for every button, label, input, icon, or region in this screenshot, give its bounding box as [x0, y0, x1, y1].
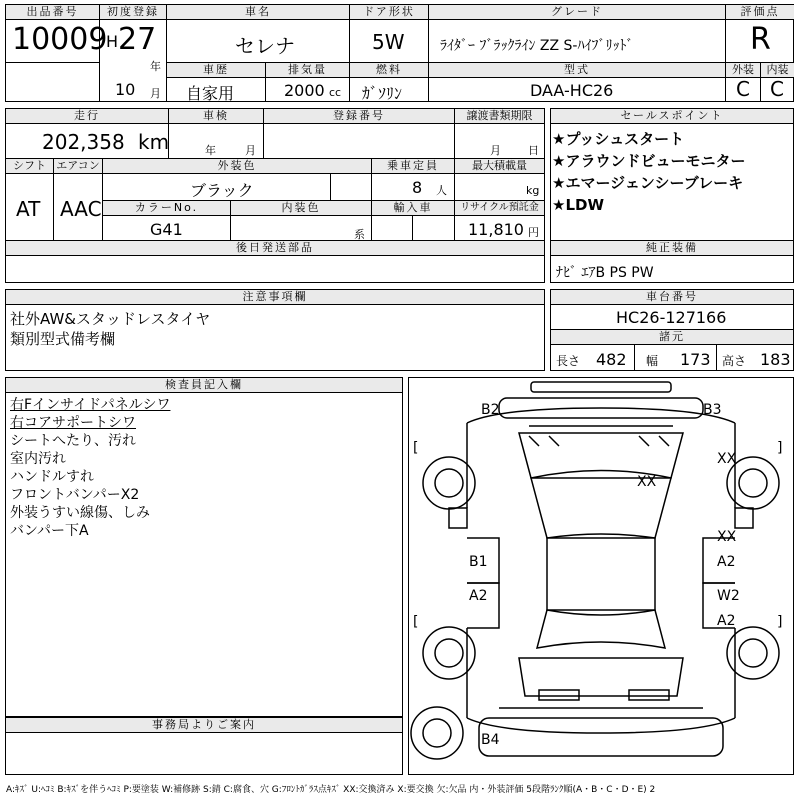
int-grade: C	[770, 77, 784, 101]
door-type: 5W	[372, 30, 405, 54]
capacity-unit: 人	[436, 184, 447, 197]
history-label: 車歴	[167, 63, 265, 78]
width: 173	[680, 350, 711, 369]
sales-point: ★エマージェンシーブレーキ	[552, 174, 744, 192]
year-unit: 年	[150, 60, 161, 73]
mileage-label: 走行	[6, 109, 168, 124]
footer-legend: A:ｷｽﾞ U:ﾍｺﾐ B:ｷｽﾞを伴うﾍｺﾐ P:要塗装 W:補修跡 S:錆 C:腐食、穴 G:ﾌﾛﾝﾄｶﾞﾗｽ点ｷｽﾞ XX:交換済み X:要交換 欠:欠品 内・外装評価 5段階ﾗﾝｸ順(A・B・C・D・E) 2	[6, 785, 656, 795]
inspector-note: フロントバンパーX2	[10, 487, 140, 503]
label-xx-rr: XX	[717, 529, 737, 545]
color-no: G41	[150, 220, 183, 239]
sales-points-label: セールスポイント	[551, 109, 793, 124]
label-a2-lf: A2	[469, 588, 488, 604]
inspector-label: 検査員記入欄	[6, 378, 402, 393]
grade-label: グレード	[429, 5, 725, 20]
model-code: DAA-HC26	[530, 81, 614, 100]
fuel: ｶﾞｿﾘﾝ	[362, 84, 403, 103]
length-label: 長さ	[556, 354, 581, 368]
inspection-label: 車検	[169, 109, 263, 124]
caution-line: 類別型式備考欄	[10, 330, 116, 348]
mileage: 202,358	[42, 130, 125, 154]
ac: AAC	[60, 197, 102, 221]
label-a2-rr: A2	[717, 613, 736, 629]
era: H	[106, 32, 119, 51]
shift-label: シフト	[6, 159, 53, 174]
height: 183	[760, 350, 791, 369]
reg-label: 登録番号	[264, 109, 454, 124]
car-diagram	[409, 378, 793, 774]
shift: AT	[16, 197, 41, 221]
model-label: 型式	[429, 63, 725, 78]
label-b2: B2	[481, 402, 500, 418]
inspector-note: ハンドルすれ	[10, 469, 94, 485]
ext-label: 外装	[726, 63, 760, 78]
office-label: 事務局よりご案内	[6, 718, 402, 733]
car-name-label: 車名	[167, 5, 349, 20]
inspector-note: 室内汚れ	[10, 451, 66, 467]
inspector-note: シートへたり、汚れ	[10, 433, 136, 449]
recycle-fee: 11,810	[468, 220, 524, 239]
first-reg-label: 初度登録	[100, 5, 166, 20]
inspector-note: バンパー下A	[10, 523, 89, 539]
transfer-day: 日	[528, 144, 539, 157]
fuel-label: 燃料	[350, 63, 428, 78]
score-label: 評価点	[726, 5, 794, 20]
grade: ﾗｲﾀﾞｰ ﾌﾞﾗｯｸﾗｲﾝ ZZ S-ﾊｲﾌﾞﾘｯﾄﾞ	[440, 38, 634, 54]
recycle-label: リサイクル預託金	[455, 201, 544, 216]
length: 482	[596, 350, 627, 369]
equipment-value: ﾅﾋﾞ ｴｱB PS PW	[556, 265, 654, 281]
ext-color: ブラック	[190, 181, 254, 200]
inspector-note: 右Fインサイドパネルシワ	[10, 397, 171, 413]
history: 自家用	[186, 84, 235, 103]
transfer-month: 月	[490, 144, 501, 157]
int-color-unit: 系	[354, 228, 365, 241]
int-label: 内装	[761, 63, 794, 78]
sales-point: ★アラウンドビューモニター	[552, 152, 746, 170]
disp-label: 排気量	[266, 63, 349, 78]
score: R	[750, 22, 771, 57]
parts-label: 後日発送部品	[6, 241, 544, 256]
month-unit: 月	[150, 87, 161, 100]
label-b4: B4	[481, 732, 500, 748]
capacity-label: 乗車定員	[372, 159, 454, 174]
door-label: ドア形状	[350, 5, 428, 20]
capacity: 8	[412, 178, 423, 197]
height-label: 高さ	[722, 354, 747, 368]
transfer-label: 譲渡書類期限	[455, 109, 544, 124]
width-label: 幅	[646, 354, 659, 368]
ext-grade: C	[736, 77, 750, 101]
label-b1: B1	[469, 554, 488, 570]
label-xx-rf: XX	[717, 451, 737, 467]
inspection-month: 月	[245, 144, 256, 157]
label-xx-roof: XX	[637, 474, 657, 490]
bracket-right: ]	[777, 614, 783, 630]
lot-number: 10009	[12, 22, 108, 57]
recycle-unit: 円	[528, 226, 539, 239]
color-no-label: カラーNo.	[103, 201, 230, 216]
label-a2-lr: A2	[717, 554, 736, 570]
caution-line: 社外AW&スタッドレスタイヤ	[10, 310, 211, 328]
int-color-label: 内装色	[231, 201, 371, 216]
first-reg-year: 27	[118, 22, 157, 57]
label-b3: B3	[703, 402, 722, 418]
inspector-note: 外装うすい線傷、しみ	[10, 505, 150, 521]
bracket-right: ]	[777, 440, 783, 456]
disp-unit: cc	[329, 86, 342, 99]
ac-label: エアコン	[54, 159, 102, 174]
load-label: 最大積載量	[455, 159, 544, 174]
bracket-left: [	[413, 440, 419, 456]
sales-point: ★プッシュスタート	[552, 130, 685, 148]
damage-diagram	[408, 377, 794, 775]
import-label: 輸入車	[372, 201, 454, 216]
displacement: 2000	[284, 81, 325, 100]
caution-label: 注意事項欄	[6, 290, 544, 305]
mileage-unit: km	[138, 130, 170, 154]
dims-label: 諸元	[551, 330, 793, 345]
load-unit: kg	[526, 184, 540, 197]
ext-color-label: 外装色	[103, 159, 371, 174]
inspection-year: 年	[205, 144, 216, 157]
first-reg-month: 10	[115, 80, 136, 99]
label-w2: W2	[717, 588, 740, 604]
chassis-number: HC26-127166	[616, 308, 727, 327]
equipment-label: 純正装備	[551, 241, 793, 256]
lot-label: 出品番号	[6, 5, 99, 20]
inspector-note: 右コアサポートシワ	[10, 415, 136, 431]
bracket-left: [	[413, 614, 419, 630]
car-name: セレナ	[235, 34, 295, 58]
sales-point: ★LDW	[552, 196, 605, 214]
chassis-label: 車台番号	[551, 290, 793, 305]
